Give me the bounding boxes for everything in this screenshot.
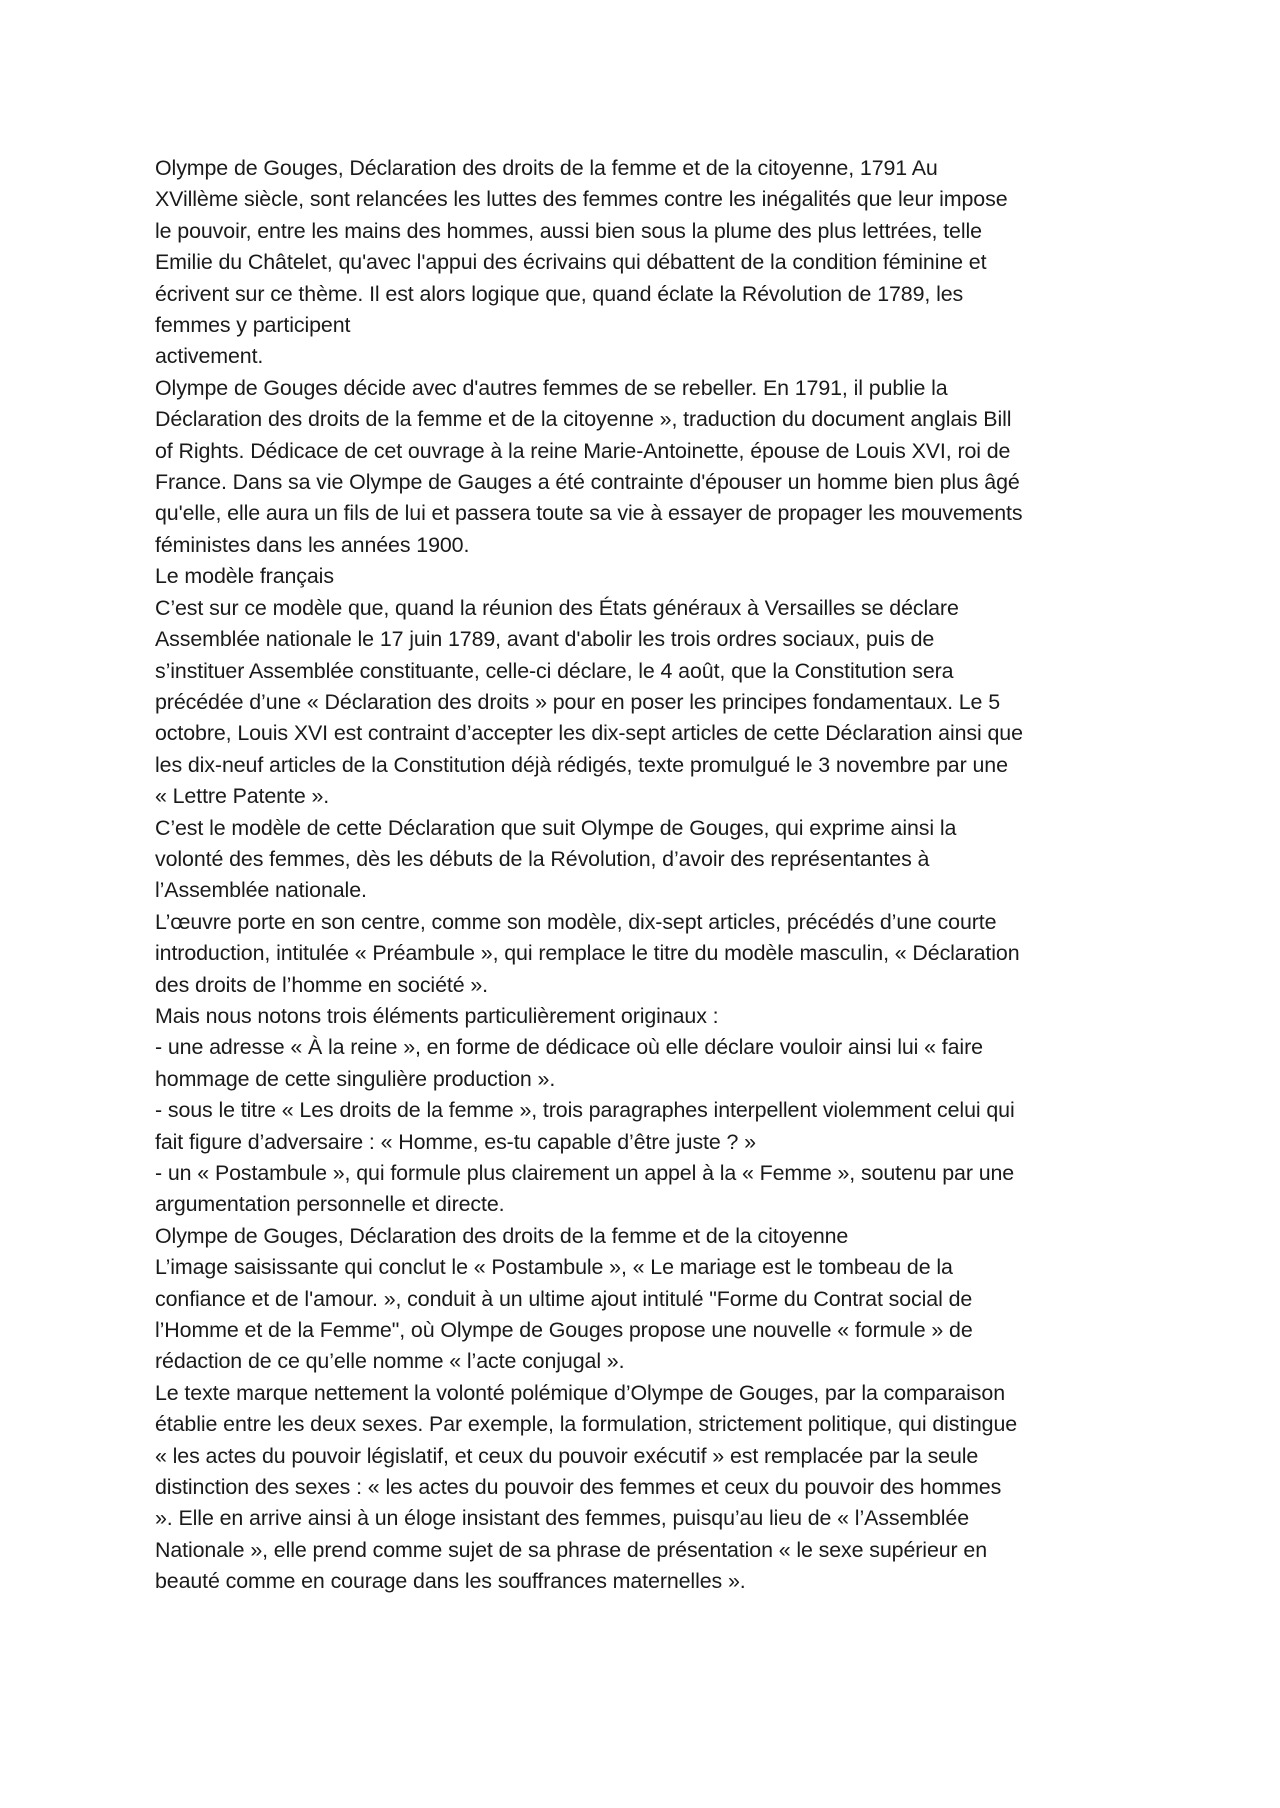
text-line: volonté des femmes, dès les débuts de la Révolution, d’avoir des représentantes à	[155, 846, 930, 871]
list-item: - un « Postambule », qui formule plus clairement un appel à la « Femme », soutenu par une	[155, 1161, 1015, 1185]
text-line: of Rights. Dédicace de cet ouvrage à la reine Marie-Antoinette, épouse de Louis XVI, roi de	[155, 438, 1011, 463]
text-line: « Lettre Patente ».	[155, 784, 330, 809]
text-line: confiance et de l'amour. », conduit à un ultime ajout intitulé "Forme du Contrat social de	[155, 1286, 973, 1311]
text-line: des droits de l’homme en société ».	[155, 972, 488, 997]
text-line: hommage de cette singulière production ».	[155, 1066, 556, 1091]
list-item: - une adresse « À la reine », en forme de dédicace où elle déclare vouloir ainsi lui « faire	[155, 1035, 983, 1060]
text-line: Emilie du Châtelet, qu'avec l'appui des écrivains qui débattent de la condition féminine et	[155, 250, 987, 275]
text-line: Olympe de Gouges décide avec d'autres femmes de se rebeller. En 1791, il publie la	[155, 375, 948, 400]
text-line: France. Dans sa vie Olympe de Gauges a été contrainte d'épouser un homme bien plus âgé	[155, 470, 1020, 495]
document-body-text	[155, 153, 1130, 1598]
text-line: XVillème siècle, sont relancées les luttes des femmes contre les inégalités que leur impose	[155, 187, 1008, 212]
text-line: écrivent sur ce thème. Il est alors logique que, quand éclate la Révolution de 1789, les	[155, 281, 964, 306]
text-line: précédée d’une « Déclaration des droits » pour en poser les principes fondamentaux. Le 5	[155, 689, 1000, 714]
text-line: Olympe de Gouges, Déclaration des droits de la femme et de la citoyenne, 1791 Au	[155, 156, 938, 180]
text-line: ». Elle en arrive ainsi à un éloge insistant des femmes, puisqu’au lieu de « l’Assemblée	[155, 1506, 970, 1531]
text-line: « les actes du pouvoir législatif, et ceux du pouvoir exécutif » est remplacée par la seule	[155, 1443, 979, 1468]
text-line: C’est sur ce modèle que, quand la réunion des États généraux à Versailles se déclare	[155, 595, 959, 620]
text-line: Mais nous notons trois éléments particulièrement originaux :	[155, 1003, 719, 1028]
list-item: - sous le titre « Les droits de la femme », trois paragraphes interpellent violemment celui qui	[155, 1098, 1015, 1123]
text-line: activement.	[155, 344, 264, 369]
text-line: les dix-neuf articles de la Constitution déjà rédigés, texte promulgué le 3 novembre par une	[155, 752, 1008, 777]
text-line: Olympe de Gouges, Déclaration des droits de la femme et de la citoyenne	[155, 1223, 849, 1248]
text-line: distinction des sexes : « les actes du pouvoir des femmes et ceux du pouvoir des hommes	[155, 1475, 1002, 1500]
text-line: s’instituer Assemblée constituante, celle-ci déclare, le 4 août, que la Constitution sera	[155, 658, 954, 683]
text-line: Déclaration des droits de la femme et de la citoyenne », traduction du document anglais Bill	[155, 407, 1012, 432]
text-line: argumentation personnelle et directe.	[155, 1192, 505, 1217]
text-line: Le texte marque nettement la volonté polémique d’Olympe de Gouges, par la comparaison	[155, 1380, 1005, 1405]
text-line: C’est le modèle de cette Déclaration que suit Olympe de Gouges, qui exprime ainsi la	[155, 815, 957, 840]
text-line: fait figure d’adversaire : « Homme, es-tu capable d’être juste ? »	[155, 1129, 756, 1154]
text-line: qu'elle, elle aura un fils de lui et passera toute sa vie à essayer de propager les mouvements	[155, 501, 1023, 526]
text-line: rédaction de ce qu’elle nomme « l’acte conjugal ».	[155, 1349, 625, 1374]
text-line: le pouvoir, entre les mains des hommes, aussi bien sous la plume des plus lettrées, telle	[155, 218, 982, 243]
text-line: Assemblée nationale le 17 juin 1789, avant d'abolir les trois ordres sociaux, puis de	[155, 627, 935, 652]
text-line: l’Assemblée nationale.	[155, 878, 367, 903]
text-line: beauté comme en courage dans les souffrances maternelles ».	[155, 1569, 746, 1594]
section-heading: Le modèle français	[155, 564, 334, 589]
text-line: féministes dans les années 1900.	[155, 532, 470, 557]
text-line: femmes y participent	[155, 313, 351, 338]
text-line: Nationale », elle prend comme sujet de sa phrase de présentation « le sexe supérieur en	[155, 1537, 987, 1562]
text-line: L’œuvre porte en son centre, comme son modèle, dix-sept articles, précédés d’une courte	[155, 909, 997, 934]
text-line: introduction, intitulée « Préambule », qui remplace le titre du modèle masculin, « Déclaration	[155, 941, 1020, 966]
text-line: l’Homme et de la Femme", où Olympe de Gouges propose une nouvelle « formule » de	[155, 1318, 973, 1343]
text-line: L’image saisissante qui conclut le « Postambule », « Le mariage est le tombeau de la	[155, 1255, 953, 1280]
text-line: octobre, Louis XVI est contraint d’accepter les dix-sept articles de cette Déclaration ainsi que	[155, 721, 1023, 746]
text-line: établie entre les deux sexes. Par exemple, la formulation, strictement politique, qui distingue	[155, 1412, 1018, 1437]
